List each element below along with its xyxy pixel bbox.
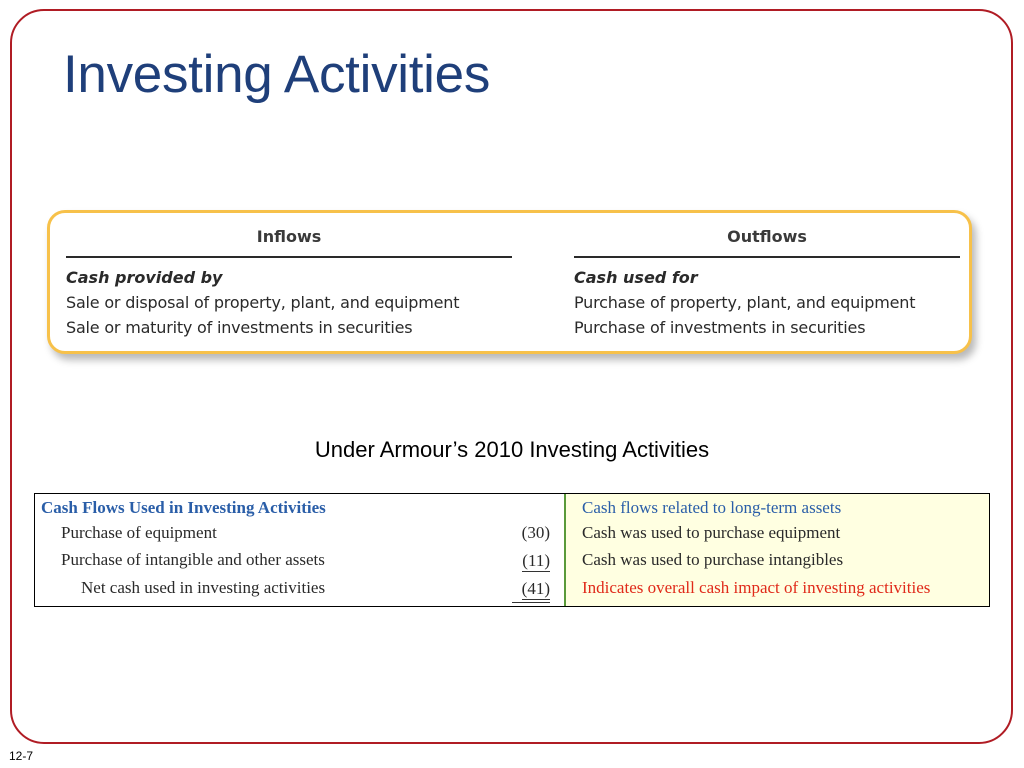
table-row-label: Purchase of intangible and other assets [61, 550, 325, 569]
inflows-column [66, 227, 512, 340]
slide-title: Investing Activities [63, 45, 491, 104]
cash-flows-box [47, 210, 972, 354]
statement-section [35, 494, 564, 606]
slide-subtitle: Under Armour’s 2010 Investing Activities [314, 437, 710, 462]
inflows-heading: Inflows [66, 227, 512, 258]
outflows-column [574, 227, 960, 340]
explanation-note: Cash was used to purchase equipment [582, 523, 841, 542]
table-row-amount: (41) [522, 576, 550, 600]
explanation-section [564, 494, 989, 606]
inflows-item: Sale or maturity of investments in securities [66, 318, 413, 337]
double-underline [512, 602, 550, 603]
inflows-subheading: Cash provided by [66, 268, 223, 287]
table-row-amount: (30) [521, 523, 550, 542]
outflows-subheading: Cash used for [574, 268, 698, 287]
table-row-label: Purchase of equipment [61, 523, 217, 542]
outflows-item: Purchase of property, plant, and equipment [574, 293, 916, 312]
explanation-header: Cash flows related to long-term assets [582, 498, 842, 517]
table-row-amount: (11) [522, 548, 550, 572]
inflows-item: Sale or disposal of property, plant, and equipment [66, 293, 460, 312]
outflows-item: Purchase of investments in securities [574, 318, 866, 337]
table-row-label: Net cash used in investing activities [81, 578, 326, 597]
outflows-heading: Outflows [574, 227, 960, 258]
slide-frame [10, 9, 1013, 744]
explanation-emphasis: Indicates overall cash impact of investing activities [582, 578, 931, 597]
statement-header: Cash Flows Used in Investing Activities [41, 498, 326, 517]
slide-number: 12-7 [9, 749, 34, 763]
explanation-note: Cash was used to purchase intangibles [582, 550, 844, 569]
investing-activities-table [34, 493, 990, 607]
